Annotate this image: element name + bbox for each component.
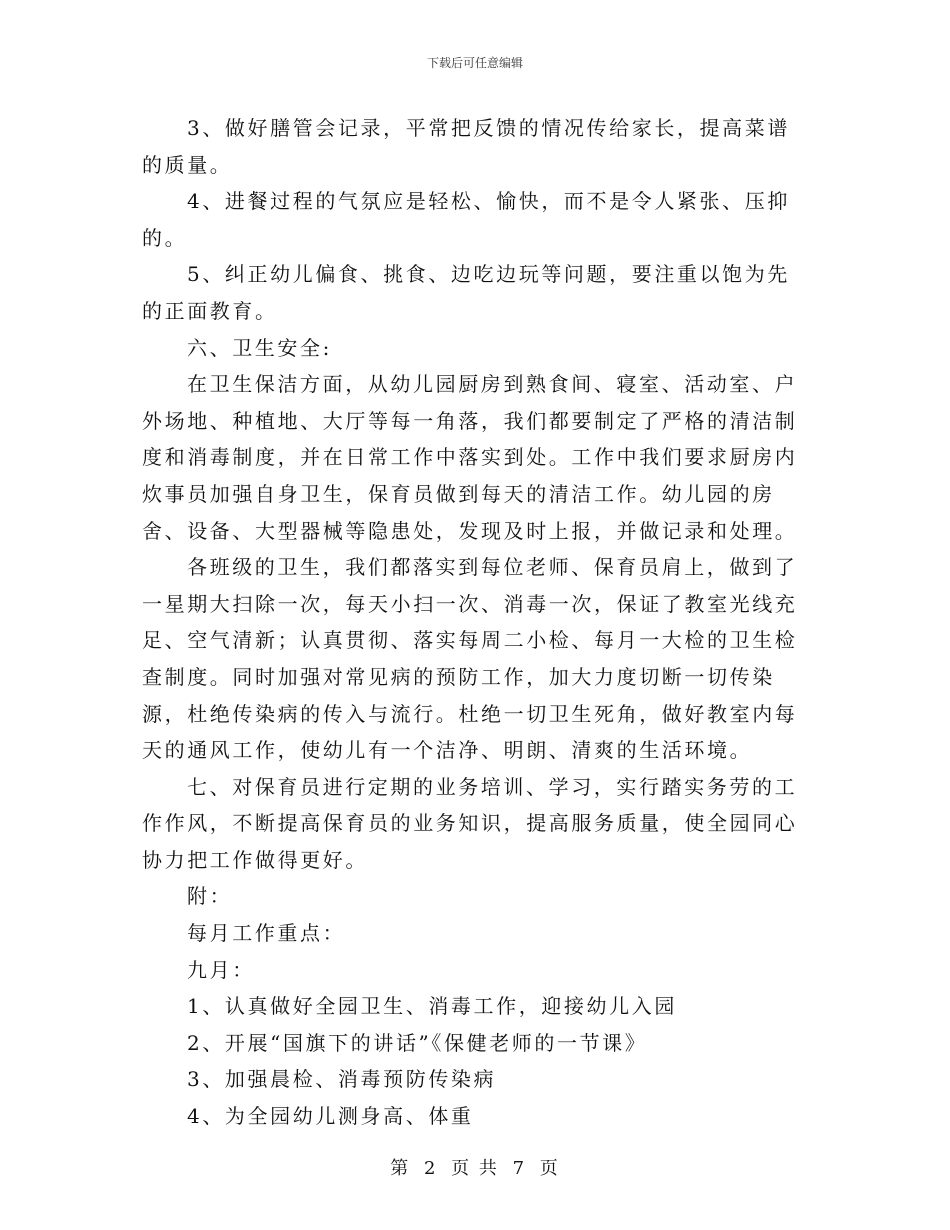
paragraph: 3、做好膳管会记录，平常把反馈的情况传给家长，提高菜谱的质量。	[142, 116, 790, 177]
footer-prefix: 第	[390, 1158, 411, 1179]
page-header: 下载后可任意编辑	[426, 56, 523, 70]
section-heading: 六、卫生安全:	[187, 335, 332, 360]
footer-middle: 页 共	[451, 1158, 499, 1179]
section-heading: 七、对保育员进行定期的业务培训、学习，实行踏实务劳的工作作风，不断提高保育员的业务知识，提高服务质量，使全园同心协力把工作做得更好。	[142, 774, 798, 872]
paragraph: 4、进餐过程的气氛应是轻松、愉快，而不是令人紧张、压抑的。	[142, 189, 790, 250]
paragraph: 附：	[187, 884, 233, 909]
footer-total-pages: 7	[512, 1158, 527, 1179]
paragraph: 5、纠正幼儿偏食、挑食、边吃边玩等问题，要注重以饱为先的正面教育。	[142, 262, 790, 323]
list-item: 3、加强晨检、消毒预防传染病	[187, 1067, 497, 1092]
paragraph: 每月工作重点：	[187, 921, 346, 946]
paragraph: 各班级的卫生，我们都落实到每位老师、保育员肩上，做到了一星期大扫除一次，每天小扫一次、消毒一次，保证了教室光线充足、空气清新；认真贯彻、落实每周二小检、每月一大检的卫生检查制度。同时加强对常见病的预防工作，加大力度切断一切传染源，杜绝传染病的传入与流行。杜绝一切卫生死角，做好教室内每天的通风工作，使幼儿有一个洁净、明朗、清爽的生活环境。	[142, 555, 798, 763]
footer-suffix: 页	[539, 1158, 560, 1179]
page-footer	[0, 1154, 950, 1180]
paragraph: 在卫生保洁方面，从幼儿园厨房到熟食间、寝室、活动室、户外场地、种植地、大厅等每一角落，我们都要制定了严格的清洁制度和消毒制度，并在日常工作中落实到处。工作中我们要求厨房内炊事员加强自身卫生，保育员做到每天的清洁工作。幼儿园的房舍、设备、大型器械等隐患处，发现及时上报，并做记录和处理。	[142, 372, 798, 543]
document-body	[142, 110, 808, 1135]
list-item: 4、为全园幼儿测身高、体重	[187, 1104, 474, 1129]
list-item: 2、开展“国旗下的讲话”《保健老师的一节课》	[187, 1030, 648, 1055]
paragraph: 九月：	[187, 957, 255, 982]
footer-page-number: 2	[423, 1158, 438, 1179]
list-item: 1、认真做好全园卫生、消毒工作，迎接幼儿入园	[187, 994, 677, 1019]
